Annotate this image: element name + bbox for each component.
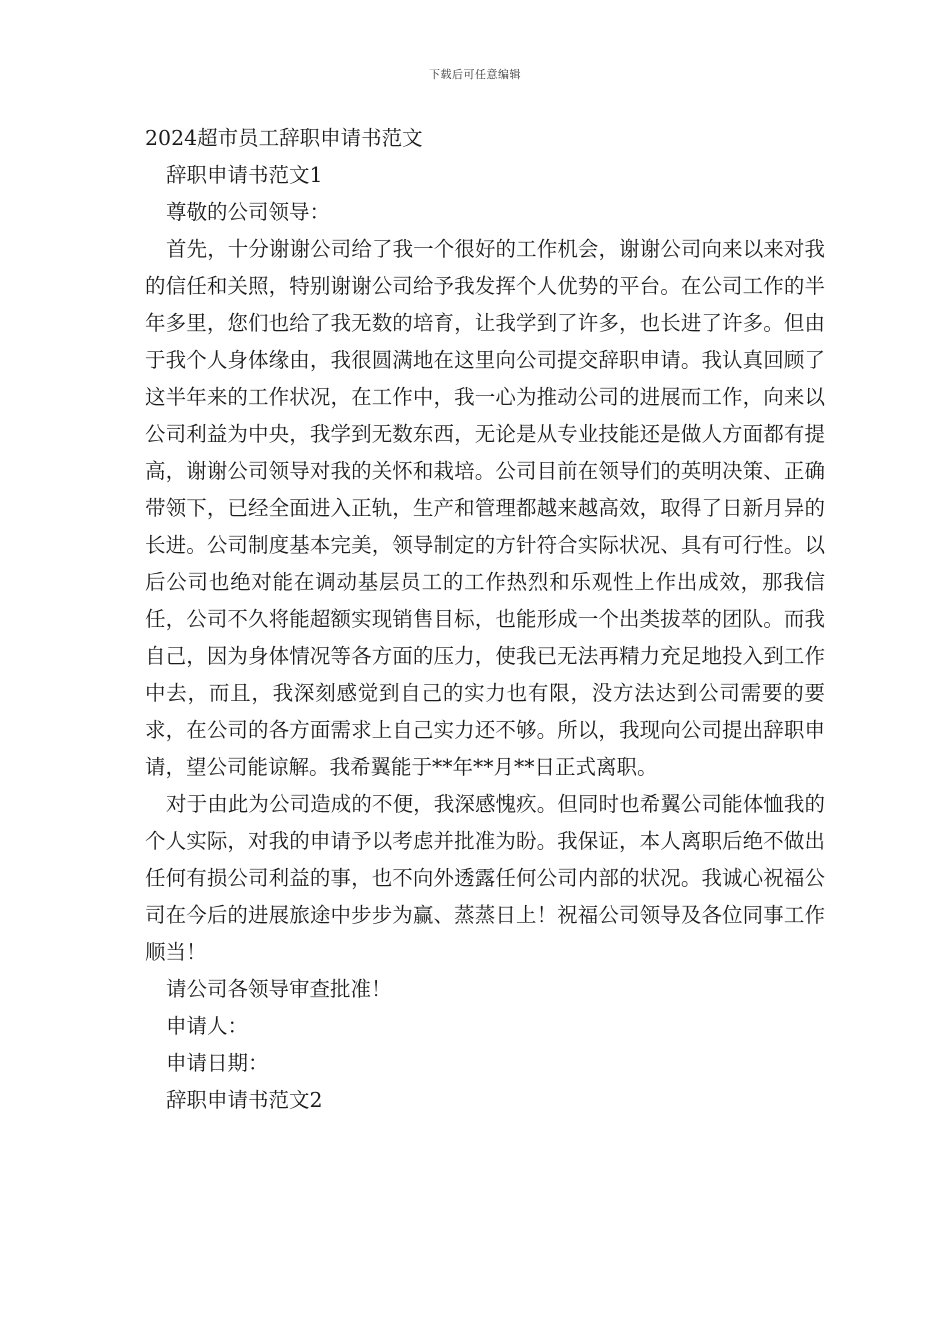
closing-line: 请公司各领导审查批准！ (166, 977, 392, 1001)
document-body (145, 120, 825, 1119)
body-paragraph-1: 首先，十分谢谢公司给了我一个很好的工作机会，谢谢公司向来以来对我的信任和关照，特别谢谢公司给予我发挥个人优势的平台。在公司工作的半年多里，您们也给了我无数的培育，让我学到了许多，也长进了许多。但由于我个人身体缘由，我很圆满地在这里向公司提交辞职申请。我认真回顾了这半年来的工作状况，在工作中，我一心为推动公司的进展而工作，向来以公司利益为中央，我学到无数东西，无论是从专业技能还是做人方面都有提高，谢谢公司领导对我的关怀和栽培。公司目前在领导们的英明决策、正确带领下，已经全面进入正轨，生产和管理都越来越高效，取得了日新月异的长进。公司制度基本完美，领导制定的方针符合实际状况、具有可行性。以后公司也绝对能在调动基层员工的工作热烈和乐观性上作出成效，那我信任，公司不久将能超额实现销售目标，也能形成一个出类拔萃的团队。而我自己，因为身体情况等各方面的压力，使我已无法再精力充足地投入到工作中去，而且，我深刻感觉到自己的实力也有限，没方法达到公司需要的要求，在公司的各方面需求上自己实力还不够。所以，我现向公司提出辞职申请，望公司能谅解。我希翼能于**年**月**日正式离职。 (145, 237, 825, 779)
sample-2-heading: 辞职申请书范文2 (166, 1088, 323, 1112)
salutation: 尊敬的公司领导： (166, 200, 330, 224)
sample-1-heading: 辞职申请书范文1 (166, 163, 323, 187)
document-title: 2024超市员工辞职申请书范文 (145, 126, 423, 150)
page-header-note: 下载后可任意编辑 (429, 68, 521, 81)
applicant-label: 申请人： (166, 1014, 248, 1038)
body-paragraph-2: 对于由此为公司造成的不便，我深感愧疚。但同时也希翼公司能体恤我的个人实际，对我的申请予以考虑并批准为盼。我保证，本人离职后绝不做出任何有损公司利益的事，也不向外透露任何公司内部的状况。我诚心祝福公司在今后的进展旅途中步步为赢、蒸蒸日上！祝福公司领导及各位同事工作顺当！ (145, 792, 825, 964)
date-label: 申请日期： (166, 1051, 269, 1075)
